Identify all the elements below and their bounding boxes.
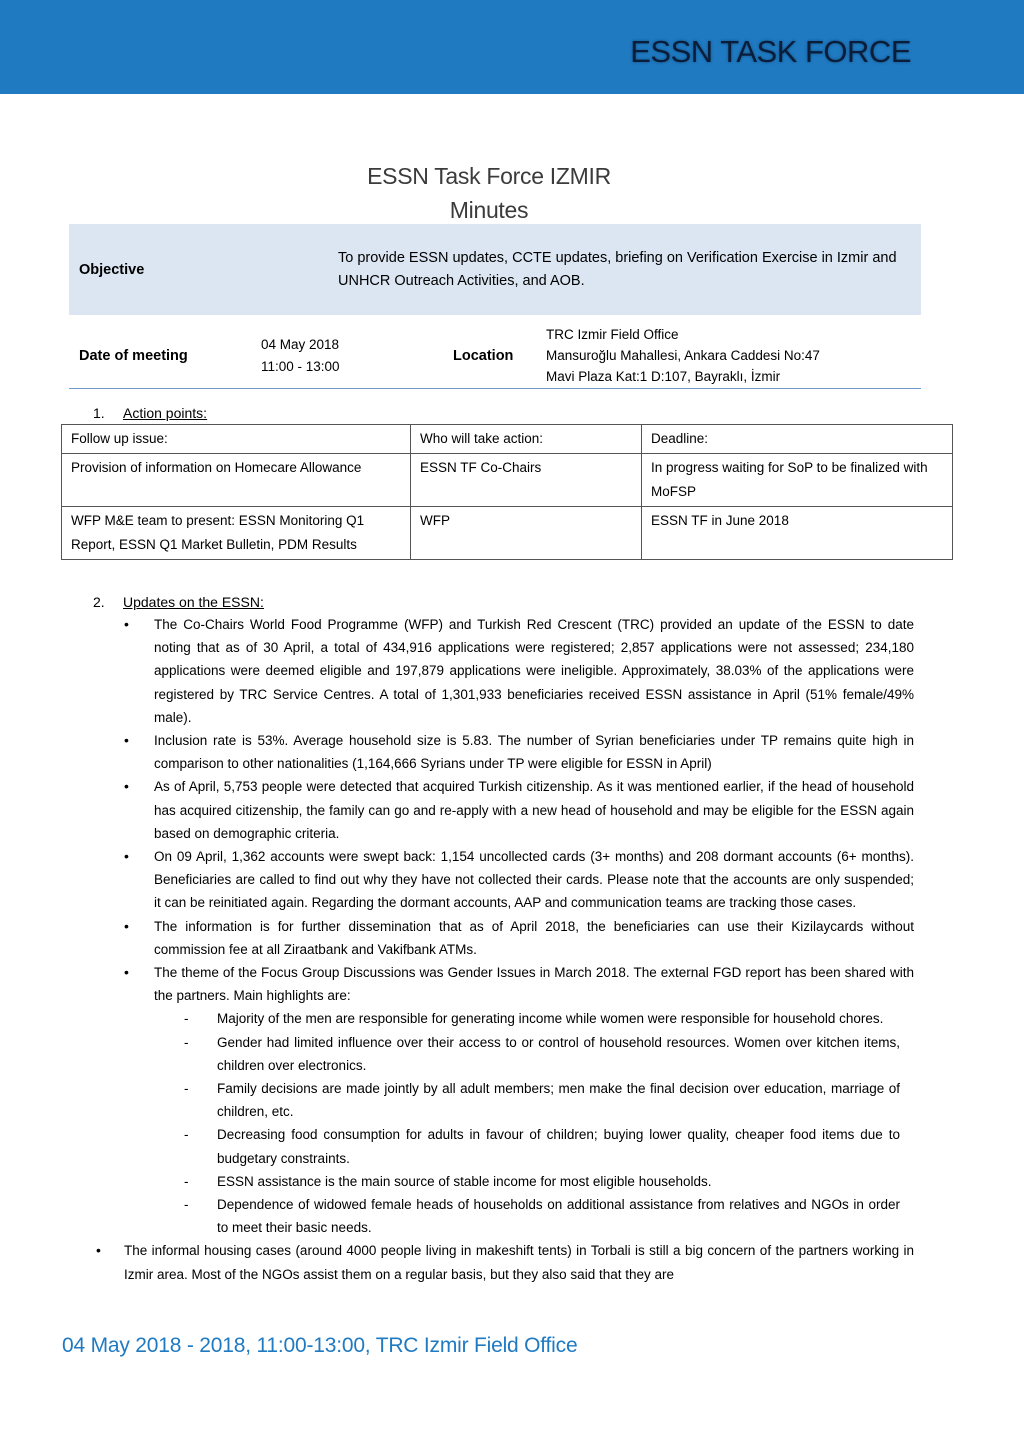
location-label: Location — [452, 323, 540, 389]
sub-list-item: - Majority of the men are responsible for generating income while women were responsible for household chores. — [154, 1007, 914, 1030]
document-title — [0, 159, 978, 227]
meeting-date: 04 May 2018 — [261, 336, 340, 352]
list-item: • On 09 April, 1,362 accounts were swept back: 1,154 uncollected cards (3+ months) and 208 dormant accounts (6+ months). Beneficiaries are called to find out why they have not collected their cards. Please note that the accounts are only suspended; it can be reinitiated again. Regarding the dormant accounts, AAP and communication teams are tracking those cases. — [96, 845, 914, 915]
section-2-number: 2. — [93, 594, 105, 610]
meeting-time: 11:00 - 13:00 — [261, 358, 340, 374]
list-item: • The informal housing cases (around 4000 people living in makeshift tents) in Torbali is still a big concern of the partners working in Izmir area. Most of the NGOs assist them on a regular basis, but they also said that they are — [96, 1239, 914, 1285]
sub-list-item: - Gender had limited influence over their access to or control of household resources. Women over kitchen items, children over electronics. — [154, 1031, 914, 1077]
document-title-line1: ESSN Task Force IZMIR — [367, 163, 611, 189]
column-header-who: Who will take action: — [411, 425, 642, 454]
list-item-text: The theme of the Focus Group Discussions was Gender Issues in March 2018. The external FGD report has been shared with the partners. Main highlights are: — [154, 965, 914, 1004]
date-label: Date of meeting — [69, 323, 260, 389]
location-line2: Mansuroğlu Mahallesi, Ankara Caddesi No:47 — [546, 348, 820, 363]
list-item: • Inclusion rate is 53%. Average household size is 5.83. The number of Syrian beneficiaries under TP remains quite high in comparison to other nationalities (1,164,666 Syrians under TP were eligible for ESSN in April) — [96, 729, 914, 775]
objective-row — [69, 224, 921, 315]
sub-list-item: - Family decisions are made jointly by all adult members; men make the final decision over education, marriage of children, etc. — [154, 1077, 914, 1123]
column-header-issue: Follow up issue: — [62, 425, 411, 454]
essn-updates-list — [96, 613, 914, 1286]
table-cell-deadline: ESSN TF in June 2018 — [642, 507, 953, 560]
table-cell-issue: Provision of information on Homecare Allowance — [62, 454, 411, 507]
header-title: ESSN TASK FORCE — [630, 34, 911, 69]
table-cell-who: WFP — [411, 507, 642, 560]
document-title-line2: Minutes — [449, 197, 529, 223]
action-points-table — [61, 424, 953, 560]
list-item-with-sublist — [96, 961, 914, 1239]
list-item: • As of April, 5,753 people were detected that acquired Turkish citizenship. As it was mentioned earlier, if the head of household has acquired citizenship, the family can go and re-apply with a new head of household and may be eligible for the ESSN again based on demographic criteria. — [96, 775, 914, 845]
section-2-heading — [93, 594, 264, 610]
table-row — [62, 454, 953, 507]
section-2-title: Updates on the ESSN: — [123, 594, 264, 610]
fgd-highlights-list — [154, 1007, 914, 1239]
table-cell-issue: WFP M&E team to present: ESSN Monitoring Q1 Report, ESSN Q1 Market Bulletin, PDM Results — [62, 507, 411, 560]
section-1-title: Action points: — [123, 405, 208, 421]
section-1-number: 1. — [93, 405, 105, 421]
location-line3: Mavi Plaza Kat:1 D:107, Bayraklı, İzmir — [546, 369, 781, 384]
list-item: • The information is for further dissemination that as of April 2018, the beneficiaries can use their Kizilaycards without commission fee at all Ziraatbank and Vakifbank ATMs. — [96, 915, 914, 961]
sub-list-item: - Decreasing food consumption for adults in favour of children; buying lower quality, cheaper food items due to budgetary constraints. — [154, 1123, 914, 1169]
location-value — [540, 323, 921, 389]
table-cell-who: ESSN TF Co-Chairs — [411, 454, 642, 507]
table-header-row — [62, 425, 953, 454]
objective-text: To provide ESSN updates, CCTE updates, briefing on Verification Exercise in Izmir and UNHCR Outreach Activities, and AOB. — [338, 249, 897, 289]
sub-list-item: - Dependence of widowed female heads of households on additional assistance from relatives and NGOs in order to meet their basic needs. — [154, 1193, 914, 1239]
footer-text: 04 May 2018 - 2018, 11:00-13:00, TRC Izmir Field Office — [62, 1334, 578, 1357]
date-value — [260, 323, 452, 389]
section-1-heading — [93, 405, 207, 421]
column-header-deadline: Deadline: — [642, 425, 953, 454]
list-item: • The Co-Chairs World Food Programme (WFP) and Turkish Red Crescent (TRC) provided an update of the ESSN to date noting that as of 30 April, a total of 434,916 applications were registered; 2,857 applications were not assessed; 234,180 applications were deemed eligible and 197,879 applications were ineligible. Approximately, 38.03% of the applications were registered by TRC Service Centres. A total of 1,301,933 beneficiaries received ESSN assistance in April (51% female/49% male). — [96, 613, 914, 729]
table-cell-deadline: In progress waiting for SoP to be finalized with MoFSP — [642, 454, 953, 507]
meeting-info-table — [69, 224, 921, 389]
date-location-row — [69, 323, 921, 389]
sub-list-item: - ESSN assistance is the main source of stable income for most eligible households. — [154, 1170, 914, 1193]
objective-label: Objective — [79, 261, 145, 278]
location-line1: TRC Izmir Field Office — [546, 327, 679, 342]
table-row — [62, 507, 953, 560]
